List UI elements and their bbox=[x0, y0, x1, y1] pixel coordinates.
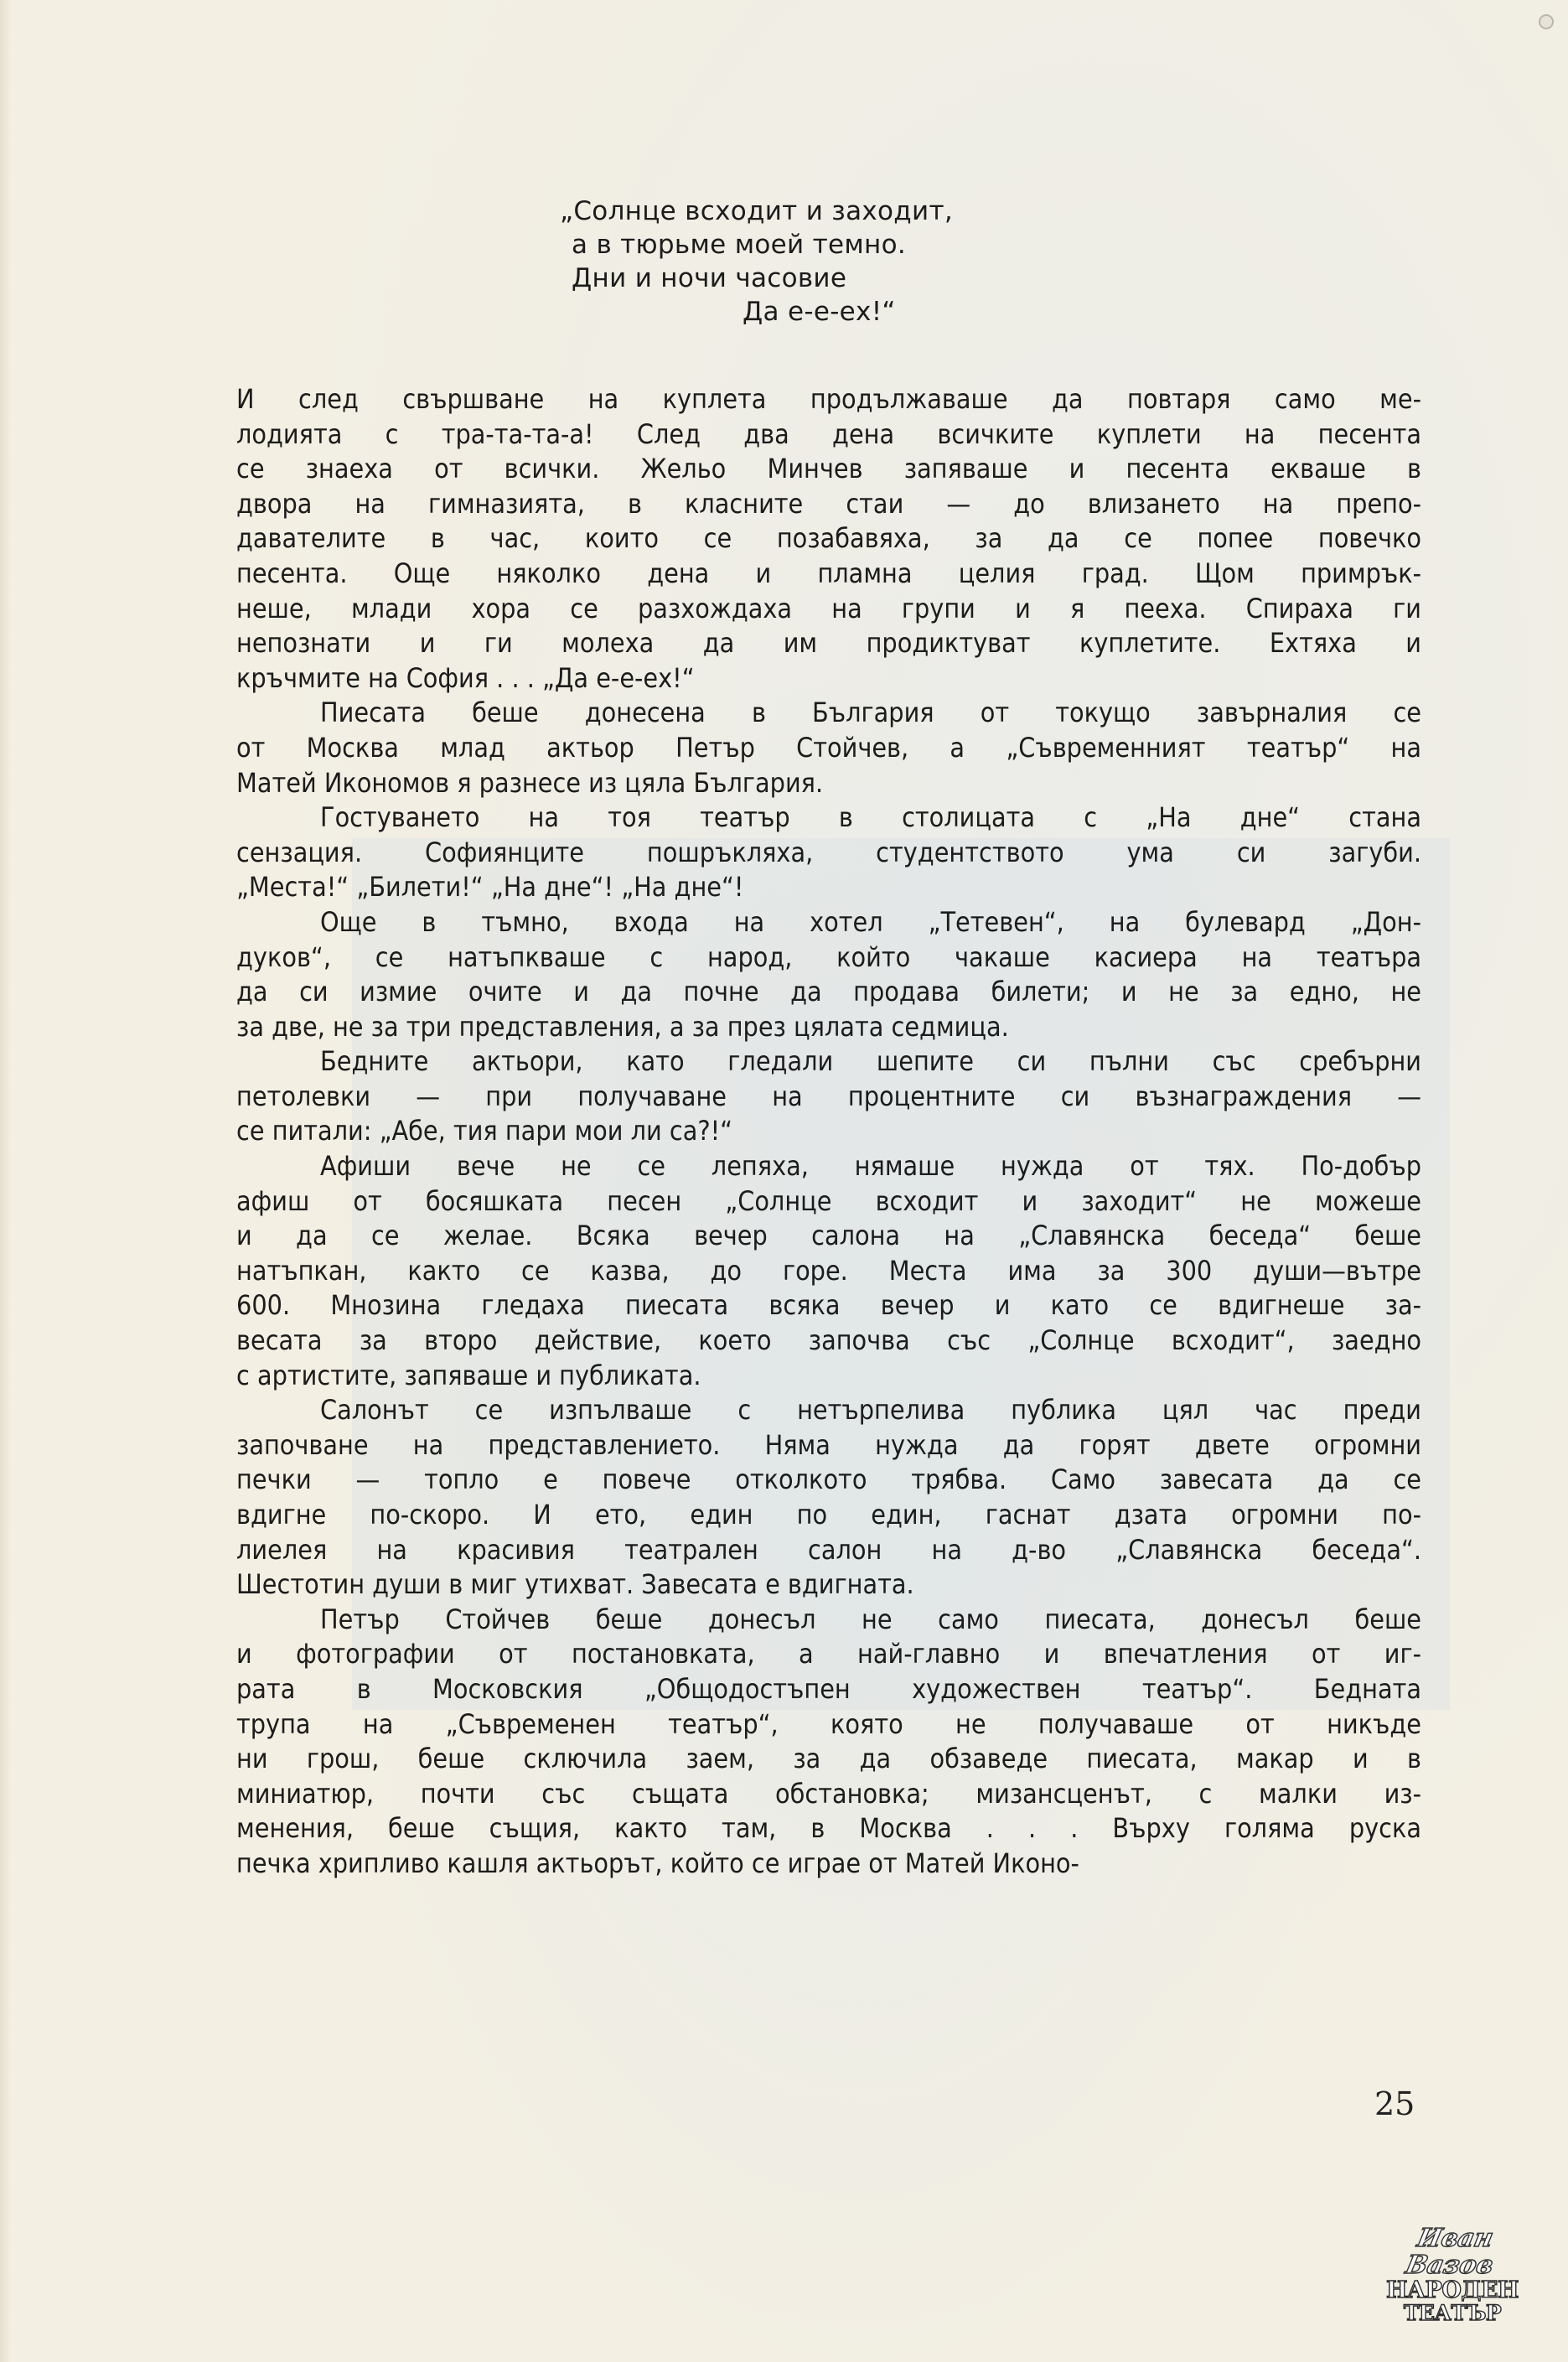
text-line: рата в Московския „Общодостъпен художествен театър“. Бедната bbox=[236, 1672, 1421, 1705]
verse-line: а в тюрьме моей темно. bbox=[572, 230, 907, 260]
paragraph bbox=[236, 1149, 1421, 1393]
text-line: Салонът се изпълваше с нетърпелива публика цял час преди bbox=[320, 1394, 1421, 1427]
text-line: дуков“, се натъпкваше с народ, който чакаше касиера на театъра bbox=[236, 940, 1421, 973]
text-line: „Места!“ „Билети!“ „На дне“! „На дне“! bbox=[236, 871, 744, 904]
text-line: Петър Стойчев беше донесъл не само пиесата, донесъл беше bbox=[320, 1603, 1421, 1635]
paragraph bbox=[236, 1393, 1421, 1603]
page-edge-shadow bbox=[0, 0, 12, 2362]
text-line: непознати и ги молеха да им продиктуват куплетите. Ехтяха и bbox=[236, 627, 1421, 660]
text-line: от Москва млад актьор Петър Стойчев, а „Съвременният театър“ на bbox=[236, 731, 1421, 764]
text-line: Пиесата беше донесена в България от токущо завърналия се bbox=[320, 697, 1421, 729]
paragraph bbox=[236, 800, 1421, 905]
logo-line-1: НАРОДЕН bbox=[1386, 2277, 1519, 2303]
text-line: Афиши вече не се лепяха, нямаше нужда от тях. По-добър bbox=[320, 1150, 1421, 1183]
punch-hole-mark bbox=[1539, 14, 1554, 29]
text-line: се знаеха от всички. Жельо Минчев запяваше и песента екваше в bbox=[236, 453, 1421, 485]
text-line: миниатюр, почти със същата обстановка; мизансценът, с малки из- bbox=[236, 1777, 1421, 1810]
page-number: 25 bbox=[1374, 2085, 1415, 2122]
text-line: двора на гимназията, в класните стаи — до влизането на препо- bbox=[236, 487, 1421, 520]
text-line: печка хрипливо кашля актьорът, който се играе от Матей Иконо- bbox=[236, 1847, 1079, 1879]
text-line: да си измие очите и да почне да продава билети; и не за едно, не bbox=[236, 976, 1421, 1008]
text-line: натъпкан, както се казва, до горе. Места има за 300 души—вътре bbox=[236, 1254, 1421, 1287]
verse-line: „Солнце всходит и заходит, bbox=[560, 196, 953, 226]
text-line: Матей Икономов я разнесе из цяла България. bbox=[236, 766, 824, 799]
text-line: весата за второ действие, което започва със „Солнце всходит“, заедно bbox=[236, 1324, 1421, 1357]
text-line: афиш от босяшката песен „Солнце всходит и заходит“ не можеше bbox=[236, 1184, 1421, 1217]
text-line: лиелея на красивия театрален салон на д-во „Славянска беседа“. bbox=[236, 1533, 1421, 1566]
text-line: ни грош, беше сключила заем, за да обзаведе пиесата, макар и в bbox=[236, 1743, 1421, 1775]
text-line: трупа на „Съвременен театър“, която не получаваше от никъде bbox=[236, 1707, 1421, 1740]
text-line: започване на представлението. Няма нужда да горят двете огромни bbox=[236, 1428, 1421, 1461]
song-verse bbox=[560, 194, 953, 329]
text-line: лодията с тра-та-та-а! След два дена всичките куплети на песента bbox=[236, 417, 1421, 450]
text-line: сензация. Софиянците пошръкляха, студентството ума си загуби. bbox=[236, 836, 1421, 868]
paragraph bbox=[236, 1044, 1421, 1149]
text-line: и фотографии от постановката, а най-главно и впечатления от иг- bbox=[236, 1638, 1421, 1670]
paragraph bbox=[236, 905, 1421, 1044]
text-line: с артистите, запяваше и публиката. bbox=[236, 1359, 701, 1391]
text-line: вдигне по-скоро. И ето, един по един, гаснат дзата огромни по- bbox=[236, 1499, 1421, 1531]
text-line: Още в тъмно, входа на хотел „Тетевен“, на булевард „Дон- bbox=[320, 905, 1421, 938]
text-line: И след свършване на куплета продължаваше да повтаря само ме- bbox=[236, 383, 1421, 415]
logo-signature: Иван Вазов bbox=[1403, 2224, 1497, 2280]
text-line: Шестотин души в миг утихват. Завесата е вдигната. bbox=[236, 1568, 914, 1601]
text-line: кръчмите на София . . . „Да е-е-ех!“ bbox=[236, 661, 695, 694]
text-line: менения, беше същия, както там, в Москва . . . Върху голяма руска bbox=[236, 1812, 1421, 1845]
logo-line-2: ТЕАТЪР bbox=[1403, 2301, 1502, 2325]
national-theatre-logo bbox=[1381, 2224, 1524, 2325]
body-text bbox=[236, 382, 1421, 1882]
paragraph bbox=[236, 382, 1421, 696]
text-line: неше, млади хора се разхождаха на групи и я пееха. Спираха ги bbox=[236, 592, 1421, 624]
text-line: Бедните актьори, като гледали шепите си пълни със сребърни bbox=[320, 1045, 1421, 1078]
text-line: за две, не за три представления, а за през цялата седмица. bbox=[236, 1010, 1009, 1043]
text-line: се питали: „Абе, тия пари мои ли са?!“ bbox=[236, 1115, 733, 1147]
verse-line: Да е-е-ех!“ bbox=[743, 297, 896, 327]
text-line: 600. Мнозина гледаха пиесата всяка вечер и като се вдигнеше за- bbox=[236, 1289, 1421, 1322]
paragraph bbox=[236, 1603, 1421, 1882]
paragraph bbox=[236, 696, 1421, 800]
text-line: печки — топло е повече отколкото трябва. Само завесата да се bbox=[236, 1463, 1421, 1496]
text-line: песента. Още няколко дена и пламна целия град. Щом примрък- bbox=[236, 557, 1421, 589]
text-line: Гостуването на тоя театър в столицата с „На дне“ стана bbox=[320, 801, 1421, 834]
text-line: петолевки — при получаване на процентните си възнаграждения — bbox=[236, 1080, 1421, 1112]
verse-line: Дни и ночи часовие bbox=[572, 263, 847, 293]
text-line: давателите в час, които се позабавяха, за да се попее повечко bbox=[236, 522, 1421, 555]
text-line: и да се желае. Всяка вечер салона на „Славянска беседа“ беше bbox=[236, 1220, 1421, 1252]
